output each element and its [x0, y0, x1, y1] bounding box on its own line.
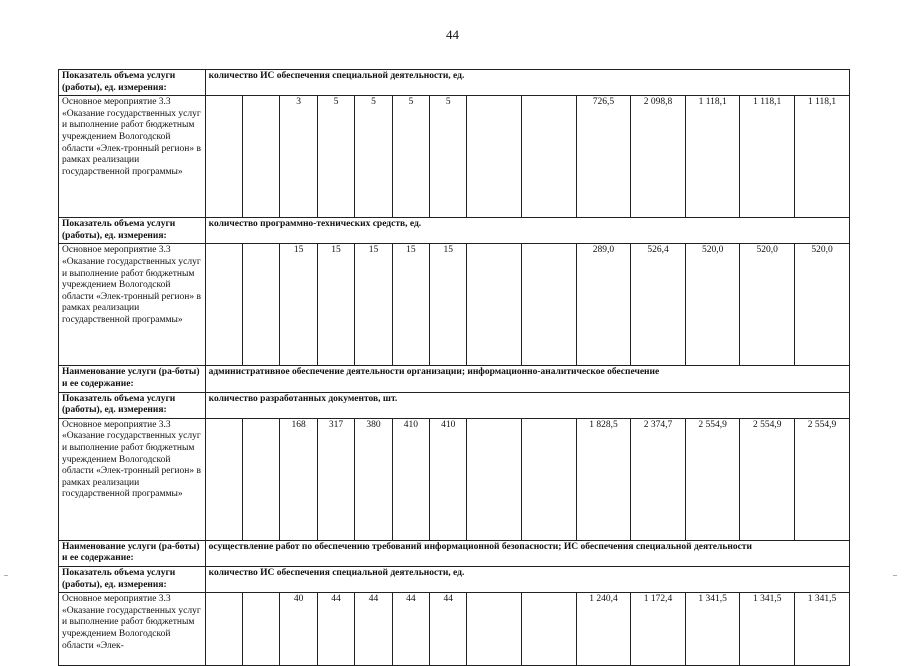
- indicator-label: Показатель объема услуги (работы), ед. измерения:: [59, 70, 206, 96]
- funding-cell: 2 554,9: [685, 418, 740, 540]
- volume-cell: 15: [280, 244, 317, 366]
- volume-cell: 5: [430, 96, 467, 218]
- volume-cell: [467, 96, 522, 218]
- indicator-label: Показатель объема услуги (работы), ед. измерения:: [59, 392, 206, 418]
- volume-cell: [522, 418, 577, 540]
- funding-cell: 1 341,5: [685, 593, 740, 666]
- volume-cell: 44: [392, 593, 429, 666]
- funding-cell: 2 554,9: [740, 418, 795, 540]
- service-name-row: [59, 540, 850, 566]
- funding-cell: 1 118,1: [685, 96, 740, 218]
- activity-description: Основное мероприятие 3.3 «Оказание государственных услуг и выполнение работ бюджетным учреждением Вологодской области «Элек-тронный регион» в рамках реализации государственной программы»: [59, 96, 206, 218]
- funding-cell: 1 341,5: [795, 593, 850, 666]
- volume-cell: [467, 418, 522, 540]
- activity-row: [59, 418, 850, 540]
- volume-cell: [243, 418, 280, 540]
- activity-description: Основное мероприятие 3.3 «Оказание государственных услуг и выполнение работ бюджетным учреждением Вологодской области «Элек-: [59, 593, 206, 666]
- funding-cell: 1 240,4: [576, 593, 631, 666]
- volume-cell: 168: [280, 418, 317, 540]
- funding-cell: 1 118,1: [740, 96, 795, 218]
- funding-cell: 1 118,1: [795, 96, 850, 218]
- activity-description: Основное мероприятие 3.3 «Оказание государственных услуг и выполнение работ бюджетным учреждением Вологодской области «Элек-тронный регион» в рамках реализации государственной программы»: [59, 418, 206, 540]
- indicator-value: количество разработанных документов, шт.: [205, 392, 849, 418]
- volume-cell: [467, 593, 522, 666]
- margin-mark-right: –: [893, 570, 897, 579]
- activity-description: Основное мероприятие 3.3 «Оказание государственных услуг и выполнение работ бюджетным учреждением Вологодской области «Элек-тронный регион» в рамках реализации государственной программы»: [59, 244, 206, 366]
- volume-cell: 40: [280, 593, 317, 666]
- volume-cell: [243, 96, 280, 218]
- volume-cell: 44: [355, 593, 392, 666]
- funding-cell: 520,0: [685, 244, 740, 366]
- indicator-value: количество ИС обеспечения специальной деятельности, ед.: [205, 566, 849, 592]
- volume-cell: [522, 96, 577, 218]
- volume-cell: 317: [317, 418, 354, 540]
- indicator-row: [59, 70, 850, 96]
- indicator-row: [59, 218, 850, 244]
- indicator-row: [59, 566, 850, 592]
- volume-cell: [243, 593, 280, 666]
- margin-mark-left: –: [4, 570, 8, 579]
- volume-cell: [205, 418, 242, 540]
- funding-cell: 520,0: [740, 244, 795, 366]
- volume-cell: [205, 244, 242, 366]
- volume-cell: 5: [392, 96, 429, 218]
- volume-cell: [467, 244, 522, 366]
- volume-cell: 380: [355, 418, 392, 540]
- service-value: осуществление работ по обеспечению требований информационной безопасности; ИС обеспечения специальной деятельности: [205, 540, 849, 566]
- page-number: 44: [446, 27, 459, 42]
- indicator-value: количество ИС обеспечения специальной деятельности, ед.: [205, 70, 849, 96]
- volume-cell: [522, 244, 577, 366]
- activity-row: [59, 593, 850, 666]
- indicator-label: Показатель объема услуги (работы), ед. измерения:: [59, 566, 206, 592]
- volume-cell: 15: [355, 244, 392, 366]
- service-label: Наименование услуги (ра-боты) и ее содержание:: [59, 366, 206, 392]
- activity-row: [59, 96, 850, 218]
- funding-cell: 1 341,5: [740, 593, 795, 666]
- activity-row: [59, 244, 850, 366]
- funding-cell: 520,0: [795, 244, 850, 366]
- service-label: Наименование услуги (ра-боты) и ее содержание:: [59, 540, 206, 566]
- funding-cell: 289,0: [576, 244, 631, 366]
- volume-cell: 44: [317, 593, 354, 666]
- volume-cell: 15: [317, 244, 354, 366]
- funding-cell: 2 554,9: [795, 418, 850, 540]
- service-value: административное обеспечение деятельности организации; информационно-аналитическое обеспечение: [205, 366, 849, 392]
- volume-cell: 15: [392, 244, 429, 366]
- indicator-label: Показатель объема услуги (работы), ед. измерения:: [59, 218, 206, 244]
- volume-cell: 15: [430, 244, 467, 366]
- funding-cell: 1 828,5: [576, 418, 631, 540]
- indicator-value: количество программно-технических средств, ед.: [205, 218, 849, 244]
- funding-cell: 526,4: [631, 244, 686, 366]
- funding-cell: 726,5: [576, 96, 631, 218]
- volume-cell: 410: [392, 418, 429, 540]
- service-name-row: [59, 366, 850, 392]
- volume-cell: [205, 96, 242, 218]
- indicator-row: [59, 392, 850, 418]
- volume-cell: 3: [280, 96, 317, 218]
- volume-cell: [205, 593, 242, 666]
- volume-cell: [243, 244, 280, 366]
- funding-cell: 2 098,8: [631, 96, 686, 218]
- state-program-table: [58, 69, 850, 666]
- funding-cell: 1 172,4: [631, 593, 686, 666]
- volume-cell: 5: [317, 96, 354, 218]
- funding-cell: 2 374,7: [631, 418, 686, 540]
- volume-cell: [522, 593, 577, 666]
- volume-cell: 410: [430, 418, 467, 540]
- volume-cell: 5: [355, 96, 392, 218]
- volume-cell: 44: [430, 593, 467, 666]
